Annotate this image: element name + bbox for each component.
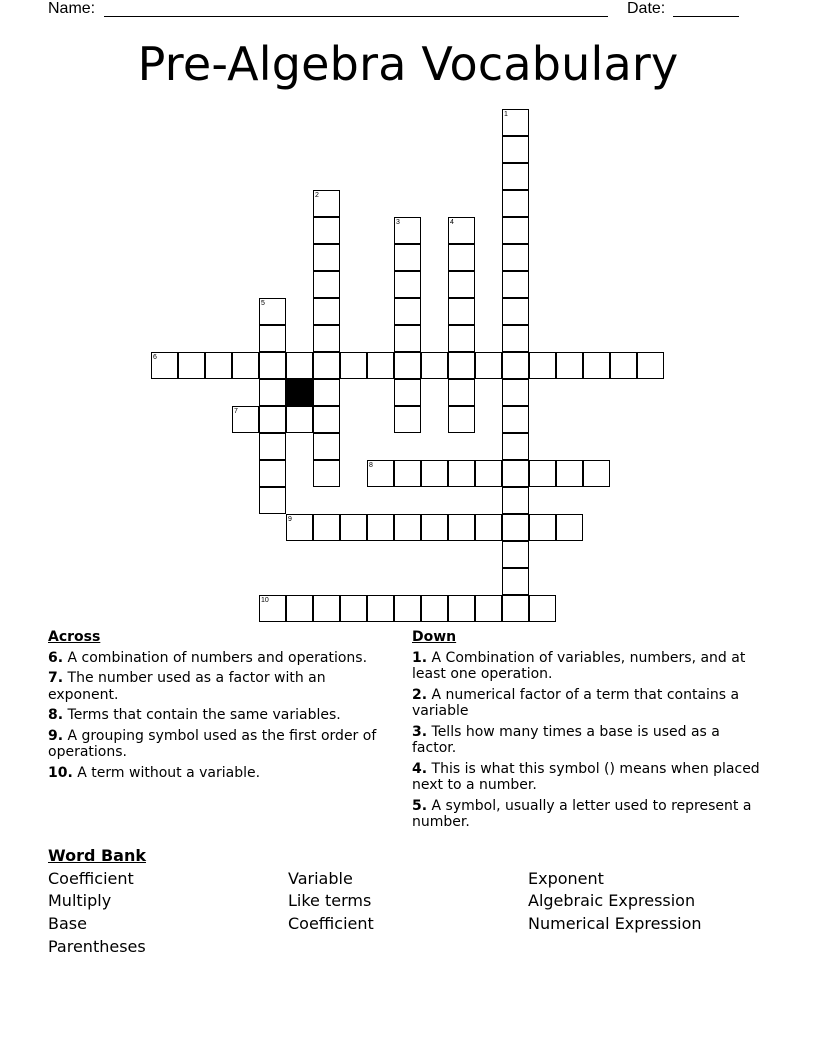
crossword-cell[interactable] bbox=[286, 352, 313, 379]
crossword-cell[interactable] bbox=[448, 244, 475, 271]
crossword-cell[interactable] bbox=[529, 595, 556, 622]
clue-across-10 bbox=[48, 765, 393, 782]
crossword-cell[interactable] bbox=[502, 352, 529, 379]
word-bank-item: Variable bbox=[288, 868, 353, 888]
crossword-cell[interactable] bbox=[529, 352, 556, 379]
clue-text: A term without a variable. bbox=[77, 764, 261, 781]
clue-down-1 bbox=[412, 650, 762, 683]
clue-number: 9. bbox=[48, 727, 64, 744]
crossword-cell[interactable] bbox=[448, 406, 475, 433]
crossword-cell[interactable] bbox=[502, 298, 529, 325]
crossword-cell[interactable] bbox=[394, 460, 421, 487]
crossword-cell[interactable] bbox=[448, 217, 475, 244]
crossword-cell[interactable] bbox=[313, 514, 340, 541]
crossword-cell[interactable] bbox=[232, 352, 259, 379]
clue-across-7 bbox=[48, 670, 393, 703]
cell-number: 3 bbox=[396, 219, 400, 226]
crossword-cell[interactable] bbox=[502, 406, 529, 433]
crossword-cell[interactable] bbox=[529, 460, 556, 487]
clue-text: This is what this symbol () means when placed next to a number. bbox=[412, 760, 760, 793]
crossword-cell[interactable] bbox=[394, 298, 421, 325]
across-clues bbox=[48, 629, 393, 785]
word-bank bbox=[48, 845, 768, 959]
crossword-cell[interactable] bbox=[259, 487, 286, 514]
crossword-cell[interactable] bbox=[502, 109, 529, 136]
cell-number: 7 bbox=[234, 408, 238, 415]
crossword-cell[interactable] bbox=[340, 352, 367, 379]
crossword-cell[interactable] bbox=[259, 379, 286, 406]
across-heading: Across bbox=[48, 629, 101, 645]
crossword-cell[interactable] bbox=[340, 514, 367, 541]
cell-number: 2 bbox=[315, 192, 319, 199]
crossword-cell[interactable] bbox=[502, 190, 529, 217]
crossword-cell[interactable] bbox=[340, 595, 367, 622]
word-bank-item: Multiply bbox=[48, 891, 112, 911]
cell-number: 10 bbox=[261, 597, 269, 604]
crossword-cell[interactable] bbox=[475, 460, 502, 487]
cell-number: 9 bbox=[288, 516, 292, 523]
clue-number: 5. bbox=[412, 797, 428, 814]
crossword-cell[interactable] bbox=[637, 352, 664, 379]
clue-down-2 bbox=[412, 687, 762, 720]
clue-text: A combination of numbers and operations. bbox=[67, 649, 368, 666]
crossword-cell[interactable] bbox=[448, 271, 475, 298]
crossword-cell[interactable] bbox=[259, 352, 286, 379]
down-clues bbox=[412, 629, 762, 835]
clue-down-4 bbox=[412, 761, 762, 794]
crossword-cell[interactable] bbox=[502, 568, 529, 595]
clue-across-6 bbox=[48, 650, 393, 667]
crossword-cell[interactable] bbox=[313, 352, 340, 379]
crossword-cell[interactable] bbox=[502, 541, 529, 568]
crossword-cell[interactable] bbox=[394, 352, 421, 379]
crossword-cell[interactable] bbox=[448, 352, 475, 379]
crossword-cell[interactable] bbox=[286, 406, 313, 433]
word-bank-item: Coefficient bbox=[48, 868, 134, 888]
crossword-cell[interactable] bbox=[502, 379, 529, 406]
clue-number: 10. bbox=[48, 764, 73, 781]
crossword-cell[interactable] bbox=[502, 136, 529, 163]
crossword-cell[interactable] bbox=[475, 352, 502, 379]
crossword-cell[interactable] bbox=[421, 514, 448, 541]
clue-number: 6. bbox=[48, 649, 64, 666]
date-label: Date: bbox=[627, 0, 666, 17]
crossword-cell[interactable] bbox=[394, 217, 421, 244]
crossword-cell[interactable] bbox=[448, 514, 475, 541]
crossword-cell[interactable] bbox=[313, 433, 340, 460]
crossword-cell[interactable] bbox=[448, 595, 475, 622]
clue-text: The number used as a factor with an exponent. bbox=[48, 670, 326, 703]
crossword-cell[interactable] bbox=[313, 595, 340, 622]
clue-across-9 bbox=[48, 728, 393, 761]
crossword-cell[interactable] bbox=[583, 352, 610, 379]
word-bank-item: Algebraic Expression bbox=[528, 891, 696, 911]
crossword-cell[interactable] bbox=[259, 595, 286, 622]
crossword-cell[interactable] bbox=[313, 325, 340, 352]
crossword-cell[interactable] bbox=[421, 595, 448, 622]
crossword-cell[interactable] bbox=[502, 514, 529, 541]
crossword-cell[interactable] bbox=[502, 325, 529, 352]
clue-text: A Combination of variables, numbers, and at least one operation. bbox=[412, 649, 746, 682]
cell-number: 1 bbox=[504, 111, 508, 118]
clue-number: 8. bbox=[48, 707, 64, 723]
clue-number: 4. bbox=[412, 760, 428, 777]
crossword-cell[interactable] bbox=[556, 352, 583, 379]
crossword-cell[interactable] bbox=[475, 514, 502, 541]
crossword-cell[interactable] bbox=[583, 460, 610, 487]
cell-number: 5 bbox=[261, 300, 265, 307]
crossword-cell[interactable] bbox=[502, 244, 529, 271]
word-bank-item: Like terms bbox=[288, 891, 372, 911]
word-bank-item: Base bbox=[48, 914, 87, 934]
clue-across-8 bbox=[48, 707, 393, 724]
crossword-cell[interactable] bbox=[502, 163, 529, 190]
crossword-cell[interactable] bbox=[313, 379, 340, 406]
crossword-cell[interactable] bbox=[286, 514, 313, 541]
crossword-cell[interactable] bbox=[205, 352, 232, 379]
cell-number: 8 bbox=[369, 462, 373, 469]
word-bank-item: Coefficient bbox=[288, 914, 374, 934]
crossword-cell[interactable] bbox=[394, 514, 421, 541]
crossword-cell[interactable] bbox=[502, 460, 529, 487]
crossword-cell[interactable] bbox=[475, 595, 502, 622]
crossword-cell[interactable] bbox=[151, 352, 178, 379]
crossword-cell[interactable] bbox=[502, 271, 529, 298]
crossword-cell[interactable] bbox=[448, 298, 475, 325]
crossword-cell[interactable] bbox=[394, 379, 421, 406]
crossword-cell[interactable] bbox=[502, 217, 529, 244]
crossword-cell[interactable] bbox=[448, 325, 475, 352]
word-bank-heading: Word Bank bbox=[48, 846, 147, 865]
clue-down-5 bbox=[412, 798, 762, 831]
clue-number: 3. bbox=[412, 723, 428, 740]
word-bank-item: Exponent bbox=[528, 868, 604, 888]
crossword-cell[interactable] bbox=[556, 514, 583, 541]
word-bank-list bbox=[48, 868, 768, 959]
crossword-cell[interactable] bbox=[610, 352, 637, 379]
crossword-cell[interactable] bbox=[394, 406, 421, 433]
crossword-cell[interactable] bbox=[259, 298, 286, 325]
crossword-cell[interactable] bbox=[367, 460, 394, 487]
crossword-cell[interactable] bbox=[313, 406, 340, 433]
crossword-cell[interactable] bbox=[448, 379, 475, 406]
crossword-cell[interactable] bbox=[502, 595, 529, 622]
crossword-cell[interactable] bbox=[313, 190, 340, 217]
crossword-cell[interactable] bbox=[502, 487, 529, 514]
crossword-cell[interactable] bbox=[421, 352, 448, 379]
crossword-cell[interactable] bbox=[529, 514, 556, 541]
clue-number: 1. bbox=[412, 649, 428, 666]
cell-number: 6 bbox=[153, 354, 157, 361]
crossword-cell[interactable] bbox=[394, 595, 421, 622]
clue-down-3 bbox=[412, 724, 762, 757]
crossword-cell[interactable] bbox=[313, 298, 340, 325]
cell-number: 4 bbox=[450, 219, 454, 226]
crossword-cell[interactable] bbox=[394, 244, 421, 271]
crossword-cell[interactable] bbox=[502, 433, 529, 460]
page-title: Pre-Algebra Vocabulary bbox=[137, 37, 679, 91]
crossword-cell[interactable] bbox=[259, 406, 286, 433]
blocked-cell bbox=[286, 379, 313, 406]
crossword-cell[interactable] bbox=[313, 217, 340, 244]
crossword-cell[interactable] bbox=[556, 460, 583, 487]
crossword-cell[interactable] bbox=[313, 460, 340, 487]
down-heading: Down bbox=[412, 629, 457, 645]
crossword-cell[interactable] bbox=[259, 433, 286, 460]
clue-text: A grouping symbol used as the first order of operations. bbox=[48, 727, 377, 760]
crossword-cell[interactable] bbox=[394, 271, 421, 298]
crossword-cell[interactable] bbox=[286, 595, 313, 622]
crossword-cell[interactable] bbox=[178, 352, 205, 379]
crossword-cell[interactable] bbox=[367, 514, 394, 541]
clue-text: Terms that contain the same variables. bbox=[67, 707, 341, 723]
clue-text: Tells how many times a base is used as a factor. bbox=[412, 723, 720, 756]
crossword-cell[interactable] bbox=[232, 406, 259, 433]
crossword-cell[interactable] bbox=[421, 460, 448, 487]
word-bank-item: Parentheses bbox=[48, 936, 146, 956]
crossword-cell[interactable] bbox=[259, 325, 286, 352]
crossword-cell[interactable] bbox=[259, 460, 286, 487]
name-label: Name: bbox=[48, 0, 96, 17]
crossword-cell[interactable] bbox=[313, 244, 340, 271]
clue-number: 2. bbox=[412, 686, 428, 703]
crossword-cell[interactable] bbox=[448, 460, 475, 487]
crossword-cell[interactable] bbox=[313, 271, 340, 298]
crossword-cell[interactable] bbox=[394, 325, 421, 352]
word-bank-item: Numerical Expression bbox=[528, 914, 702, 934]
crossword-cell[interactable] bbox=[367, 595, 394, 622]
crossword-cell[interactable] bbox=[367, 352, 394, 379]
clue-text: A numerical factor of a term that contains a variable bbox=[412, 686, 740, 719]
clue-number: 7. bbox=[48, 670, 64, 686]
clue-text: A symbol, usually a letter used to represent a number. bbox=[412, 797, 752, 830]
